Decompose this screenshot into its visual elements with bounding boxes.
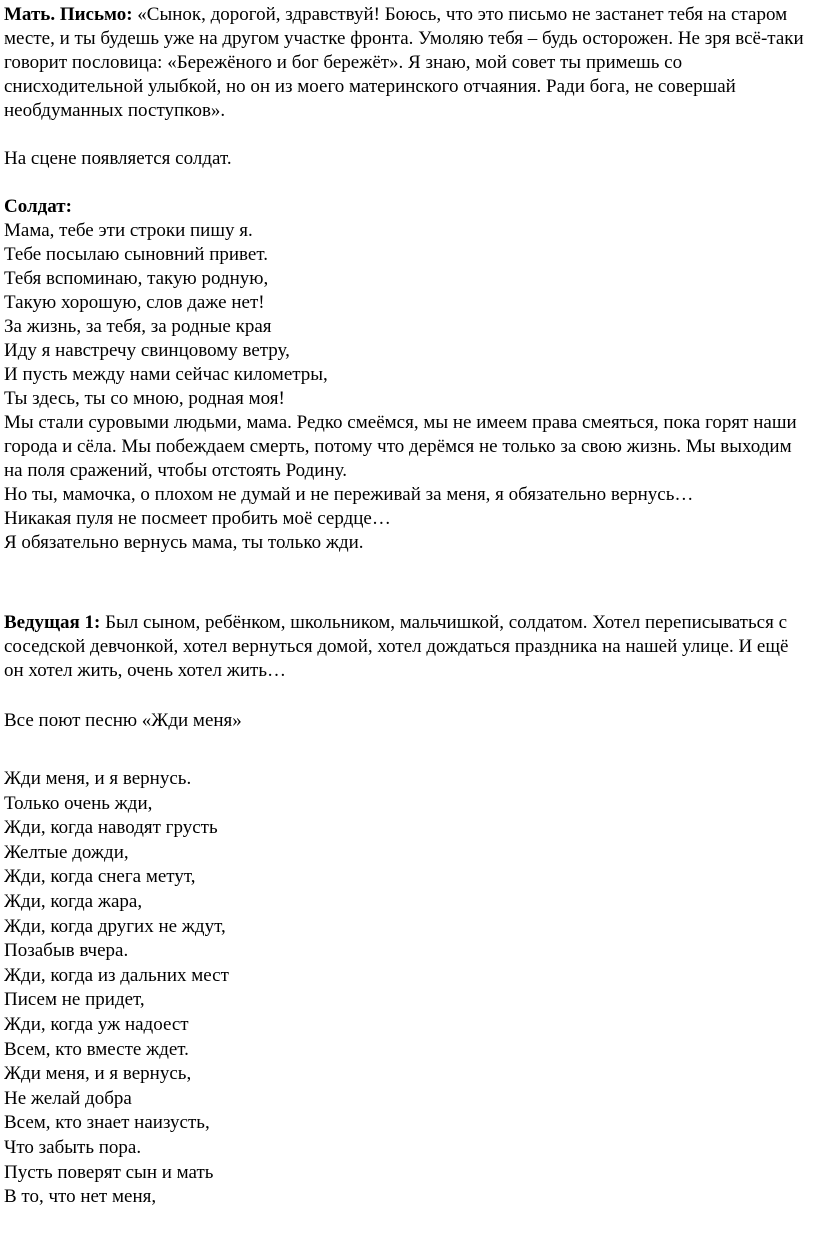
host1-text: Был сыном, ребёнком, школьником, мальчишкой, солдатом. Хотел переписываться с соседской девчонкой, хотел вернуться домой, хотел дождаться праздника на нашей улице. И ещё он хотел жить, очень хотел жить… <box>4 612 789 681</box>
soldier-prose: Мы стали суровыми людьми, мама. Редко смеёмся, мы не имеем права смеяться, пока горят наши города и сёла. Мы побеждаем смерть, потому что дерёмся не только за свою жизнь. Мы выходим на поля сражений, чтобы отстоять Родину. <box>4 412 797 481</box>
soldier-poem-line: Иду я навстречу свинцовому ветру, <box>4 340 290 361</box>
soldier-closing <box>4 483 812 555</box>
host1-speaker-label: Ведущая 1: <box>4 612 101 633</box>
soldier-speaker-label: Солдат: <box>4 196 72 217</box>
mother-speaker-label: Мать. Письмо: <box>4 4 133 25</box>
spacer <box>4 123 812 147</box>
song-line: Писем не придет, <box>4 989 145 1011</box>
soldier-poem-line: Такую хорошую, слов даже нет! <box>4 292 265 313</box>
stage-direction-soldier-appears: На сцене появляется солдат. <box>4 148 232 169</box>
song-line: Жди меня, и я вернусь. <box>4 768 192 789</box>
song-line: Жди, когда из дальних мест <box>4 964 229 986</box>
song-lyrics <box>4 767 812 1210</box>
spacer <box>4 733 812 767</box>
song-line: Не желай добра <box>4 1087 132 1109</box>
soldier-poem <box>4 219 812 411</box>
spacer <box>4 171 812 195</box>
soldier-closing-line: Но ты, мамочка, о плохом не думай и не переживай за меня, я обязательно вернусь… <box>4 484 694 505</box>
spacer <box>4 603 812 611</box>
spacer <box>4 555 812 603</box>
song-line: Только очень жди, <box>4 792 153 814</box>
soldier-poem-line: Тебя вспоминаю, такую родную, <box>4 268 269 289</box>
song-line: Что забыть пора. <box>4 1136 142 1158</box>
soldier-poem-line: Ты здесь, ты со мною, родная моя! <box>4 388 285 409</box>
mother-letter-text: «Сынок, дорогой, здравствуй! Боюсь, что это письмо не застанет тебя на старом месте, и ты будешь уже на другом участке фронта. Умоляю тебя – будь осторожен. Не зря всё-таки говорит пословица: «Бережёного и бог бережёт». Я знаю, мой совет ты примешь со снисходительной улыбкой, но он из моего материнского отчаяния. Ради бога, не совершай необдуманных поступков». <box>4 4 804 121</box>
song-line: Желтые дожди, <box>4 841 129 863</box>
song-line: Жди, когда снега метут, <box>4 866 196 888</box>
document-page <box>4 0 812 1210</box>
mother-letter-paragraph <box>4 3 812 123</box>
soldier-poem-line: И пусть между нами сейчас километры, <box>4 364 328 385</box>
song-line: Жди, когда жара, <box>4 890 143 912</box>
song-line: Жди, когда уж надоест <box>4 1013 189 1035</box>
soldier-closing-line: Я обязательно вернусь мама, ты только жди. <box>4 532 364 553</box>
soldier-poem-line: За жизнь, за тебя, за родные края <box>4 316 272 337</box>
song-line: Пусть поверят сын и мать <box>4 1161 214 1183</box>
song-line: Всем, кто знает наизусть, <box>4 1112 210 1134</box>
song-line: Жди, когда наводят грусть <box>4 817 218 839</box>
song-line: Всем, кто вместе ждет. <box>4 1038 189 1060</box>
soldier-poem-line: Мама, тебе эти строки пишу я. <box>4 220 253 241</box>
song-line: Жди меня, и я вернусь, <box>4 1063 192 1085</box>
soldier-poem-line: Тебе посылаю сыновний привет. <box>4 244 268 265</box>
soldier-closing-line: Никакая пуля не посмеет пробить моё сердце… <box>4 508 391 529</box>
song-line: Жди, когда других не ждут, <box>4 915 226 937</box>
host1-paragraph <box>4 611 812 683</box>
song-line: Позабыв вчера. <box>4 940 129 962</box>
spacer <box>4 683 812 709</box>
stage-direction-song: Все поют песню «Жди меня» <box>4 710 242 731</box>
song-line: В то, что нет меня, <box>4 1186 157 1208</box>
